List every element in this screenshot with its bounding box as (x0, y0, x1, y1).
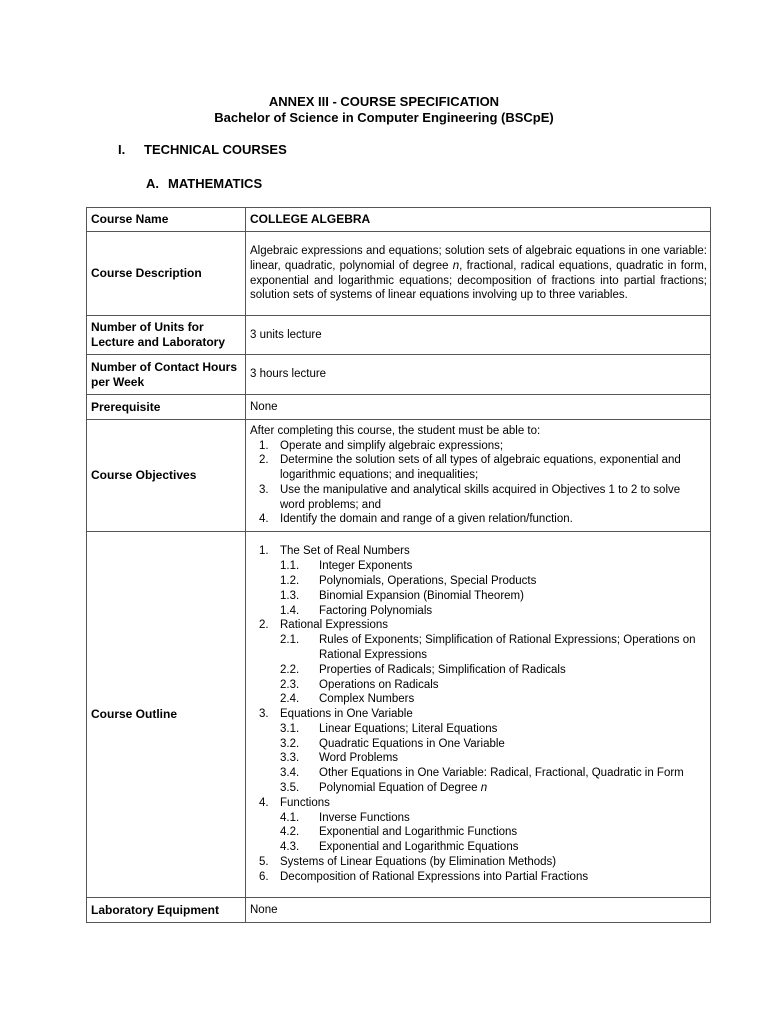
row-laboratory-equipment (87, 898, 711, 923)
description-degree-n: n (452, 259, 460, 272)
subsection-heading (146, 176, 262, 191)
subsection-title: MATHEMATICS (168, 176, 263, 191)
objectives-intro: After completing this course, the student must be able to: (250, 424, 541, 437)
outline-subitem: 2.1. Rules of Exponents; Simplification of Rational Expressions; Operations on Rational Expressions (280, 634, 696, 661)
course-outline-value (246, 532, 711, 898)
course-description-label: Course Description (87, 232, 246, 316)
course-description-value (246, 232, 711, 316)
objectives-list (250, 439, 707, 528)
course-name-value: COLLEGE ALGEBRA (246, 208, 711, 232)
row-course-objectives (87, 420, 711, 532)
outline-subitem: 1.2. Polynomials, Operations, Special Products (280, 574, 537, 587)
outline-item: 4. Functions (259, 796, 330, 809)
hours-label: Number of Contact Hours per Week (87, 355, 246, 395)
outline-subitem: 3.3. Word Problems (280, 752, 399, 765)
list-item: 2. Determine the solution sets of all types of algebraic equations, exponential and logarithmic equations; and inequalities; (259, 454, 681, 482)
outline-subitem: 3.5. Polynomial Equation of Degree n (280, 782, 488, 795)
row-course-outline (87, 532, 711, 898)
list-item: 4. Identify the domain and range of a given relation/function. (259, 513, 573, 526)
row-units (87, 316, 711, 355)
description-text-2: , fractional, radical equations, quadratic in form, exponential and logarithmic equations; decomposition of fractions into partial fractions; solution sets of systems of linear equations involving up to three variables. (250, 259, 707, 302)
annex-title: ANNEX III - COURSE SPECIFICATION (268, 94, 500, 109)
outline-subitem: 3.1. Linear Equations; Literal Equations (280, 722, 498, 735)
outline-subitem: 3.2. Quadratic Equations in One Variable (280, 737, 505, 750)
laboratory-equipment-label: Laboratory Equipment (87, 898, 246, 923)
course-objectives-label: Course Objectives (87, 420, 246, 532)
outline-subitem: 4.3. Exponential and Logarithmic Equations (280, 841, 519, 854)
outline-subitem: 2.3. Operations on Radicals (280, 678, 439, 691)
section-heading (118, 142, 287, 157)
row-prerequisite (87, 395, 711, 420)
hours-value: 3 hours lecture (246, 355, 711, 395)
outline-subitem: 4.2. Exponential and Logarithmic Functions (280, 826, 518, 839)
laboratory-equipment-value: None (246, 898, 711, 923)
section-title: TECHNICAL COURSES (144, 142, 287, 157)
outline-subitem: 2.4. Complex Numbers (280, 693, 415, 706)
outline-item: 1. The Set of Real Numbers (259, 545, 410, 558)
prerequisite-label: Prerequisite (87, 395, 246, 420)
outline-item: 2. Rational Expressions (259, 619, 389, 632)
row-course-description (87, 232, 711, 316)
prerequisite-value: None (246, 395, 711, 420)
outline-item: 6. Decomposition of Rational Expressions into Partial Fractions (259, 870, 589, 883)
program-title: Bachelor of Science in Computer Engineering (BSCpE) (214, 110, 554, 125)
section-number: I. (118, 142, 126, 157)
description-text-1: Algebraic expressions and equations; solution sets of algebraic equations in one variable: linear, quadratic, polynomial of degree (250, 244, 707, 272)
outline-item: 5. Systems of Linear Equations (by Elimination Methods) (259, 856, 557, 869)
outline-item: 3. Equations in One Variable (259, 708, 413, 721)
list-item: 1. Operate and simplify algebraic expressions; (259, 439, 504, 452)
units-label: Number of Units for Lecture and Laboratory (87, 316, 246, 355)
course-objectives-value (246, 420, 711, 532)
outline-subitem: 1.3. Binomial Expansion (Binomial Theorem) (280, 589, 524, 602)
row-course-name (87, 208, 711, 232)
outline-subitem: 3.4. Other Equations in One Variable: Radical, Fractional, Quadratic in Form (280, 767, 684, 780)
units-value: 3 units lecture (246, 316, 711, 355)
row-hours (87, 355, 711, 395)
outline-subitem: 1.4. Factoring Polynomials (280, 604, 433, 617)
subsection-number: A. (146, 176, 159, 191)
course-spec-table (86, 207, 711, 923)
list-item: 3. Use the manipulative and analytical skills acquired in Objectives 1 to 2 to solve word problems; and (259, 483, 681, 511)
outline-subitem: 4.1. Inverse Functions (280, 811, 410, 824)
course-outline-label: Course Outline (87, 532, 246, 898)
course-name-label: Course Name (87, 208, 246, 232)
outline-subitem: 1.1. Integer Exponents (280, 560, 413, 573)
outline-subitem: 2.2. Properties of Radicals; Simplification of Radicals (280, 663, 566, 676)
